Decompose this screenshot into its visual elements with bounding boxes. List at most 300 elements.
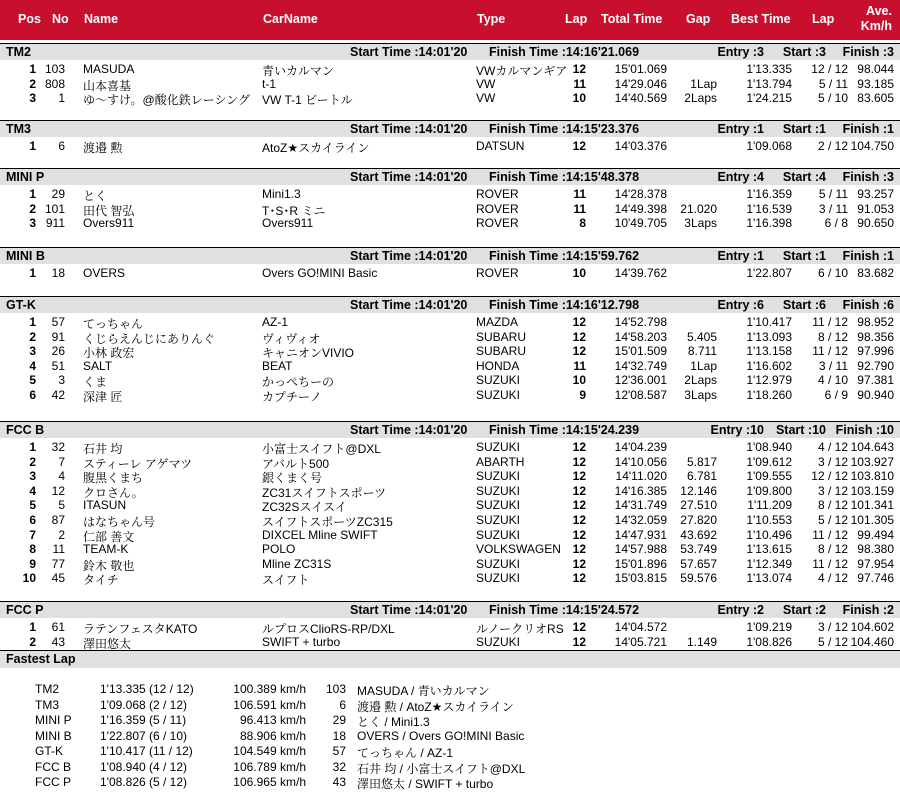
pos: 10 <box>22 571 36 586</box>
ave-speed: 83.682 <box>857 266 894 280</box>
results-header <box>0 0 900 40</box>
car-no: 42 <box>51 388 65 402</box>
fastest-speed: 104.549 km/h <box>233 744 306 758</box>
class-band <box>0 248 900 264</box>
class-section <box>0 120 900 155</box>
finish-count: Finish :1 <box>842 249 894 263</box>
fastest-lap-row <box>0 729 900 743</box>
best-time: 1'09.555 <box>746 469 792 484</box>
laps: 11 <box>573 76 586 91</box>
car-type: SUZUKI <box>476 556 521 571</box>
ave-speed: 104.602 <box>850 620 894 634</box>
laps: 8 <box>579 216 586 231</box>
car-type: ROVER <box>476 187 519 201</box>
result-row <box>0 91 900 108</box>
best-lap: 11 / 12 <box>812 556 848 571</box>
driver-name: 仁部 善文 <box>83 529 135 544</box>
gap: 1.149 <box>686 634 717 649</box>
start-time: Start Time :14:01'20 <box>350 298 468 312</box>
pos: 5 <box>29 373 36 388</box>
fastest-class: FCC P <box>35 775 71 789</box>
gap: 5.405 <box>686 329 717 344</box>
col-type: Type <box>477 12 506 26</box>
best-time: 1'12.979 <box>746 373 792 388</box>
ave-speed: 93.185 <box>857 76 894 91</box>
driver-name: 渡邉 勲 <box>83 141 123 155</box>
driver-name: 澤田悠太 <box>83 636 132 651</box>
best-time: 1'08.940 <box>746 440 792 454</box>
start-time: Start Time :14:01'20 <box>350 249 468 263</box>
total-time: 14'04.239 <box>614 440 667 454</box>
driver-name: くま <box>83 375 108 390</box>
car-name: Overs GO!MINI Basic <box>262 266 378 280</box>
total-time: 14'57.988 <box>614 542 667 557</box>
driver-name: とく <box>83 189 108 203</box>
best-time: 1'09.068 <box>746 139 792 153</box>
car-no: 101 <box>44 201 65 216</box>
fastest-driver-car: 澤田悠太 / SWIFT + turbo <box>357 777 494 791</box>
finish-count: Finish :1 <box>842 122 894 136</box>
fastest-class: TM2 <box>35 682 59 696</box>
car-name: BEAT <box>262 358 293 373</box>
best-time: 1'11.209 <box>747 498 792 513</box>
car-type: ABARTH <box>476 454 525 469</box>
fastest-lap-row <box>0 713 900 727</box>
best-time: 1'16.398 <box>746 216 792 231</box>
result-row <box>0 498 900 515</box>
ave-speed: 97.954 <box>857 556 894 571</box>
ave-speed: 98.044 <box>857 62 894 76</box>
start-count: Start :2 <box>782 603 826 617</box>
ave-speed: 104.643 <box>850 440 894 454</box>
driver-name: 腹黒くまち <box>83 471 144 486</box>
col-best-time: Best Time <box>731 12 791 26</box>
best-lap: 3 / 11 <box>818 201 848 216</box>
laps: 12 <box>572 329 586 344</box>
laps: 12 <box>572 513 586 527</box>
laps: 12 <box>572 454 586 469</box>
fastest-speed: 106.591 km/h <box>233 697 306 712</box>
laps: 12 <box>572 498 586 513</box>
fastest-class: FCC B <box>35 759 71 774</box>
gap: 1Lap <box>690 76 717 91</box>
total-time: 15'01.509 <box>614 344 667 359</box>
pos: 2 <box>29 454 36 469</box>
driver-name: スティーレ アゲマツ <box>83 456 193 471</box>
fastest-time: 1'13.335 (12 / 12) <box>100 682 194 696</box>
ave-speed: 90.940 <box>857 388 894 402</box>
result-row <box>0 187 900 201</box>
laps: 12 <box>572 344 586 359</box>
driver-name: ラテンフェスタKATO <box>83 622 198 636</box>
car-no: 5 <box>58 498 65 513</box>
start-time: Start Time :14:01'20 <box>350 603 468 617</box>
car-type: ROVER <box>476 266 519 280</box>
car-name: Mini1.3 <box>262 187 301 201</box>
class-name: FCC B <box>6 423 45 437</box>
pos: 8 <box>29 542 36 557</box>
total-time: 14'29.046 <box>614 76 667 91</box>
driver-name: TEAM-K <box>83 542 129 557</box>
result-row <box>0 62 900 76</box>
car-name: スイフトスポーツZC315 <box>262 515 393 529</box>
total-time: 12'08.587 <box>614 388 667 402</box>
result-row <box>0 440 900 454</box>
start-count: Start :1 <box>782 122 826 136</box>
best-lap: 6 / 10 <box>817 266 848 280</box>
car-no: 103 <box>44 62 65 76</box>
fastest-car-no: 43 <box>332 775 346 789</box>
total-time: 15'03.815 <box>614 571 667 586</box>
laps: 11 <box>573 187 586 201</box>
best-time: 1'13.074 <box>746 571 792 586</box>
total-time: 14'16.385 <box>614 483 667 498</box>
total-time: 14'49.398 <box>614 201 667 216</box>
fastest-time: 1'10.417 (11 / 12) <box>100 744 193 758</box>
pos: 9 <box>29 556 36 571</box>
result-row <box>0 620 900 634</box>
ave-speed: 93.257 <box>857 187 894 201</box>
pos: 3 <box>29 344 36 359</box>
car-name: かっぺちーの <box>262 375 335 390</box>
car-type: VW <box>476 91 496 106</box>
fastest-class: MINI B <box>35 728 72 743</box>
car-name: ZC32Sスイスイ <box>262 500 347 515</box>
car-no: 2 <box>58 527 65 542</box>
start-count: Start :4 <box>782 170 826 184</box>
best-lap: 4 / 12 <box>817 440 848 454</box>
car-no: 4 <box>58 469 65 484</box>
finish-time: Finish Time :14:15'48.378 <box>489 170 640 184</box>
car-no: 77 <box>51 556 65 571</box>
laps: 10 <box>572 91 586 106</box>
entry-count: Entry :4 <box>717 170 764 184</box>
car-no: 18 <box>51 266 65 280</box>
car-type: SUZUKI <box>476 373 521 388</box>
class-band <box>0 44 900 60</box>
best-time: 1'10.417 <box>746 315 792 329</box>
car-type: SUZUKI <box>476 388 521 402</box>
entry-count: Entry :3 <box>717 45 764 59</box>
total-time: 14'05.721 <box>614 634 667 649</box>
best-lap: 5 / 12 <box>817 634 848 649</box>
car-name: 青いカルマン <box>262 64 335 78</box>
fastest-driver-car: MASUDA / 青いカルマン <box>357 684 490 698</box>
car-name: VW T-1 ビートル <box>262 93 353 108</box>
car-type: DATSUN <box>476 139 525 153</box>
car-no: 29 <box>51 187 65 201</box>
best-time: 1'08.826 <box>746 634 792 649</box>
laps: 12 <box>572 556 586 571</box>
entry-count: Entry :1 <box>717 249 764 263</box>
car-no: 11 <box>52 542 65 557</box>
car-name: キャニオンVIVIO <box>262 346 355 361</box>
start-count: Start :6 <box>782 298 826 312</box>
result-row <box>0 635 900 649</box>
class-section <box>0 601 900 650</box>
car-no: 32 <box>51 440 65 454</box>
best-time: 1'18.260 <box>746 388 792 402</box>
pos: 7 <box>29 527 36 542</box>
car-name: Overs911 <box>262 216 314 231</box>
car-type: ROVER <box>476 201 519 216</box>
gap: 5.817 <box>686 454 717 469</box>
car-type: SUBARU <box>476 329 527 344</box>
result-row <box>0 77 900 91</box>
fastest-speed: 88.906 km/h <box>239 728 306 743</box>
class-section <box>0 43 900 107</box>
fastest-time: 1'22.807 (6 / 10) <box>100 728 188 743</box>
car-name: ヴィヴィオ <box>262 331 321 346</box>
car-type: SUZUKI <box>476 440 521 454</box>
total-time: 14'32.749 <box>614 358 667 373</box>
total-time: 14'04.572 <box>614 620 667 634</box>
start-time: Start Time :14:01'20 <box>350 122 468 136</box>
class-name: FCC P <box>6 603 44 617</box>
result-row <box>0 373 900 390</box>
ave-speed: 98.356 <box>857 329 894 344</box>
car-no: 61 <box>51 620 65 634</box>
best-lap: 8 / 12 <box>817 329 848 344</box>
driver-name: タイチ <box>83 573 119 588</box>
car-no: 51 <box>51 358 65 373</box>
fastest-lap-row <box>0 744 900 758</box>
fastest-lap-row <box>0 682 900 696</box>
best-time: 1'16.602 <box>746 358 792 373</box>
laps: 12 <box>572 542 586 557</box>
laps: 10 <box>572 373 586 388</box>
best-time: 1'16.539 <box>746 201 792 216</box>
laps: 12 <box>572 139 586 153</box>
car-name: AtoZ★スカイライン <box>262 141 370 155</box>
ave-speed: 98.380 <box>857 542 894 557</box>
car-name: カプチーノ <box>262 390 322 404</box>
fastest-driver-car: てっちゃん / AZ-1 <box>357 746 454 760</box>
car-no: 91 <box>51 329 65 344</box>
class-name: MINI P <box>6 170 45 184</box>
car-name: Mline ZC31S <box>262 556 332 571</box>
pos: 5 <box>29 498 36 513</box>
car-type: MAZDA <box>476 315 518 329</box>
entry-count: Entry :6 <box>717 298 764 312</box>
gap: 27.510 <box>680 498 717 513</box>
best-time: 1'12.349 <box>746 556 792 571</box>
pos: 6 <box>29 388 36 402</box>
col-pos: Pos <box>18 12 41 26</box>
best-time: 1'13.093 <box>746 329 792 344</box>
best-lap: 3 / 12 <box>817 620 848 634</box>
car-no: 43 <box>51 634 65 649</box>
driver-name: OVERS <box>83 266 126 280</box>
finish-time: Finish Time :14:15'24.572 <box>489 603 640 617</box>
pos: 2 <box>29 634 36 649</box>
laps: 11 <box>573 201 586 216</box>
result-row <box>0 388 900 402</box>
car-type: SUZUKI <box>476 513 521 527</box>
start-count: Start :10 <box>775 423 826 437</box>
best-lap: 12 / 12 <box>811 62 848 76</box>
pos: 2 <box>29 329 36 344</box>
driver-name: 鈴木 敬也 <box>83 558 135 573</box>
gap: 6.781 <box>686 469 717 484</box>
fastest-lap-row <box>0 760 900 774</box>
finish-count: Finish :10 <box>835 423 894 437</box>
result-row <box>0 557 900 571</box>
laps: 9 <box>579 388 586 402</box>
fastest-speed: 96.413 km/h <box>239 713 306 727</box>
car-type: VOLKSWAGEN <box>476 542 561 557</box>
fastest-lap-row <box>0 698 900 712</box>
gap: 27.820 <box>680 513 717 527</box>
gap: 1Lap <box>690 358 717 373</box>
fastest-speed: 106.789 km/h <box>233 759 306 774</box>
fastest-time: 1'08.826 (5 / 12) <box>100 775 188 789</box>
car-name: T･S･R ミニ <box>262 203 326 218</box>
class-band <box>0 422 900 438</box>
class-name: TM2 <box>6 45 31 59</box>
best-lap: 3 / 12 <box>817 483 848 498</box>
finish-count: Finish :3 <box>842 170 894 184</box>
result-row <box>0 315 900 329</box>
total-time: 14'10.056 <box>614 454 667 469</box>
fastest-car-no: 57 <box>332 744 346 758</box>
best-time: 1'10.553 <box>746 513 792 527</box>
car-name: アバルト500 <box>262 456 330 471</box>
total-time: 14'52.798 <box>614 315 667 329</box>
ave-speed: 98.952 <box>857 315 894 329</box>
ave-speed: 101.305 <box>850 513 894 527</box>
entry-count: Entry :2 <box>717 603 764 617</box>
best-time: 1'13.615 <box>746 542 792 557</box>
fastest-time: 1'09.068 (2 / 12) <box>100 697 188 712</box>
driver-name: 田代 智弘 <box>83 203 135 218</box>
car-name: POLO <box>262 542 296 557</box>
total-time: 15'01.069 <box>614 62 667 76</box>
class-band <box>0 121 900 137</box>
best-time: 1'13.794 <box>746 76 792 91</box>
best-time: 1'13.335 <box>746 62 792 76</box>
class-section <box>0 421 900 587</box>
finish-time: Finish Time :14:15'24.239 <box>489 423 640 437</box>
car-type: SUZUKI <box>476 634 521 649</box>
col-ave-line1: Ave. <box>866 4 892 18</box>
car-name: ZC31スイフトスポーツ <box>262 485 387 500</box>
class-section <box>0 247 900 282</box>
class-section <box>0 296 900 404</box>
driver-name: くじらえんじにありんぐ <box>83 331 216 346</box>
result-row <box>0 330 900 344</box>
pos: 3 <box>29 91 36 106</box>
laps: 12 <box>572 440 586 454</box>
laps: 12 <box>572 527 586 542</box>
driver-name: MASUDA <box>83 62 135 76</box>
entry-count: Entry :1 <box>717 122 764 136</box>
result-row <box>0 571 900 588</box>
fastest-car-no: 103 <box>325 682 346 696</box>
gap: 3Laps <box>684 388 717 402</box>
fastest-lap-title: Fastest Lap <box>6 652 76 666</box>
ave-speed: 97.746 <box>857 571 894 586</box>
laps: 11 <box>573 358 586 373</box>
best-lap: 5 / 12 <box>817 513 848 527</box>
pos: 1 <box>29 62 36 76</box>
total-time: 14'47.931 <box>614 527 667 542</box>
ave-speed: 103.927 <box>850 454 894 469</box>
best-time: 1'13.158 <box>746 344 792 359</box>
best-lap: 11 / 12 <box>812 527 848 542</box>
car-no: 6 <box>58 139 65 153</box>
ave-speed: 97.996 <box>857 344 894 359</box>
laps: 10 <box>572 266 586 280</box>
col-ave <box>861 4 892 34</box>
ave-speed: 104.750 <box>850 139 894 153</box>
driver-name: 山本喜基 <box>83 78 132 93</box>
ave-speed: 99.494 <box>857 527 894 542</box>
total-time: 10'49.705 <box>614 216 667 231</box>
start-count: Start :3 <box>782 45 826 59</box>
best-lap: 12 / 12 <box>811 469 848 484</box>
car-no: 26 <box>51 344 65 359</box>
class-name: MINI B <box>6 249 45 263</box>
fastest-car-no: 32 <box>332 759 346 774</box>
result-row <box>0 542 900 556</box>
car-type: HONDA <box>476 358 520 373</box>
result-row <box>0 528 900 542</box>
fastest-time: 1'08.940 (4 / 12) <box>100 759 188 774</box>
best-lap: 5 / 11 <box>818 76 848 91</box>
best-time: 1'10.496 <box>746 527 792 542</box>
best-time: 1'22.807 <box>746 266 792 280</box>
gap: 57.657 <box>680 556 717 571</box>
total-time: 14'31.749 <box>614 498 667 513</box>
total-time: 14'11.020 <box>615 469 667 484</box>
car-name: ルプロスClioRS-RP/DXL <box>262 622 395 636</box>
total-time: 14'39.762 <box>614 266 667 280</box>
car-type: SUBARU <box>476 344 527 359</box>
pos: 4 <box>29 358 36 373</box>
best-lap: 3 / 11 <box>818 358 848 373</box>
col-name: Name <box>84 12 119 26</box>
result-row <box>0 484 900 498</box>
total-time: 14'58.203 <box>614 329 667 344</box>
pos: 1 <box>29 187 36 201</box>
col-total-time: Total Time <box>601 12 663 26</box>
fastest-lap-title-band <box>0 651 900 668</box>
finish-time: Finish Time :14:16'21.069 <box>489 45 640 59</box>
class-name: TM3 <box>6 122 31 136</box>
fastest-car-no: 6 <box>339 697 346 712</box>
class-name: GT-K <box>6 298 36 312</box>
gap: 8.711 <box>687 344 717 359</box>
best-lap: 4 / 10 <box>817 373 848 388</box>
pos: 1 <box>29 440 36 454</box>
driver-name: 小林 政宏 <box>83 346 135 361</box>
car-type: SUZUKI <box>476 469 521 484</box>
ave-speed: 101.341 <box>850 498 894 513</box>
laps: 12 <box>572 634 586 649</box>
ave-speed: 103.810 <box>850 469 894 484</box>
pos: 1 <box>29 620 36 634</box>
car-name: SWIFT + turbo <box>262 634 341 649</box>
gap: 2Laps <box>684 373 717 388</box>
start-time: Start Time :14:01'20 <box>350 423 468 437</box>
ave-speed: 90.650 <box>857 216 894 231</box>
laps: 12 <box>572 571 586 586</box>
gap: 59.576 <box>680 571 717 586</box>
result-row <box>0 513 900 527</box>
fastest-car-no: 29 <box>332 713 346 727</box>
pos: 6 <box>29 513 36 527</box>
